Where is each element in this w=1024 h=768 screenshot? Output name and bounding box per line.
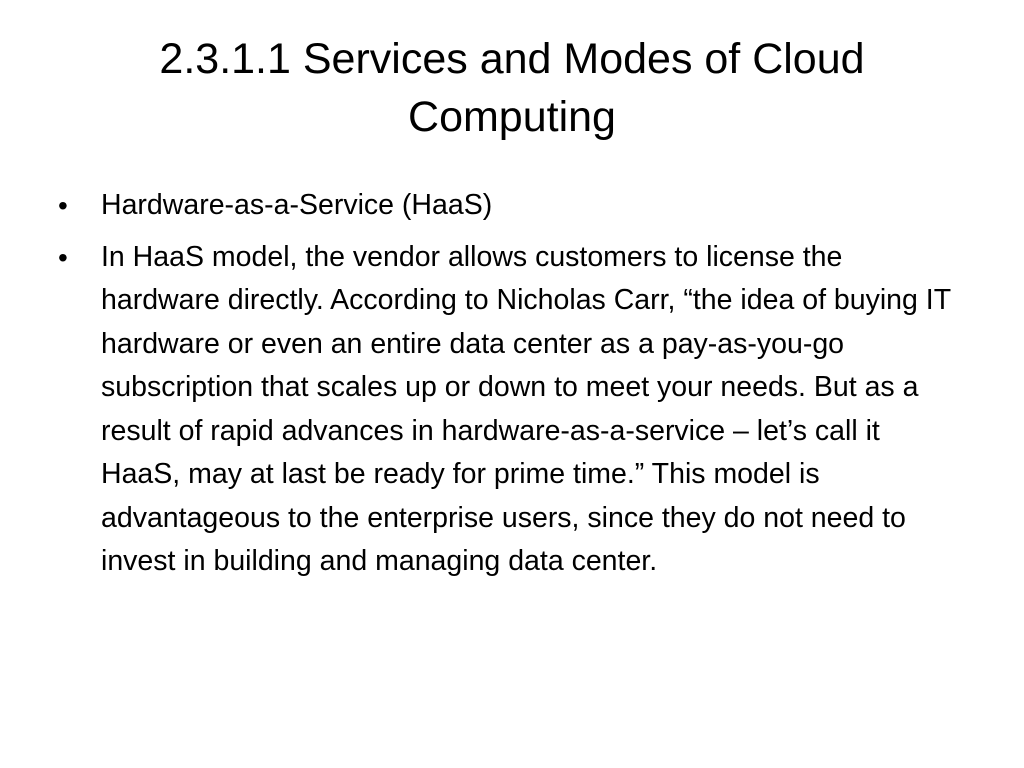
bullet-list (58, 184, 958, 592)
bullet-item-haas (58, 184, 958, 228)
bullet-text: Hardware-as-a-Service (HaaS) (101, 189, 493, 221)
slide-title: 2.3.1.1 Services and Modes of Cloud Computing (159, 35, 865, 141)
bullet-dot-icon: • (58, 241, 68, 273)
bullet-dot-icon: • (58, 190, 68, 221)
bullet-text: In HaaS model, the vendor allows customers to license the hardware directly. According to Nicholas Carr, “the idea of buying IT hardware or even an entire data center as a pay-as-you-go subscription that scales up or down to meet your needs. But as a result of rapid advances in hardware-as-a-service – let’s call it HaaS, may at last be ready for prime time.” This model is advantageous to the enterprise users, since they do not need to invest in building and managing data center. (101, 240, 951, 577)
bullet-item-haas-model (58, 236, 958, 584)
